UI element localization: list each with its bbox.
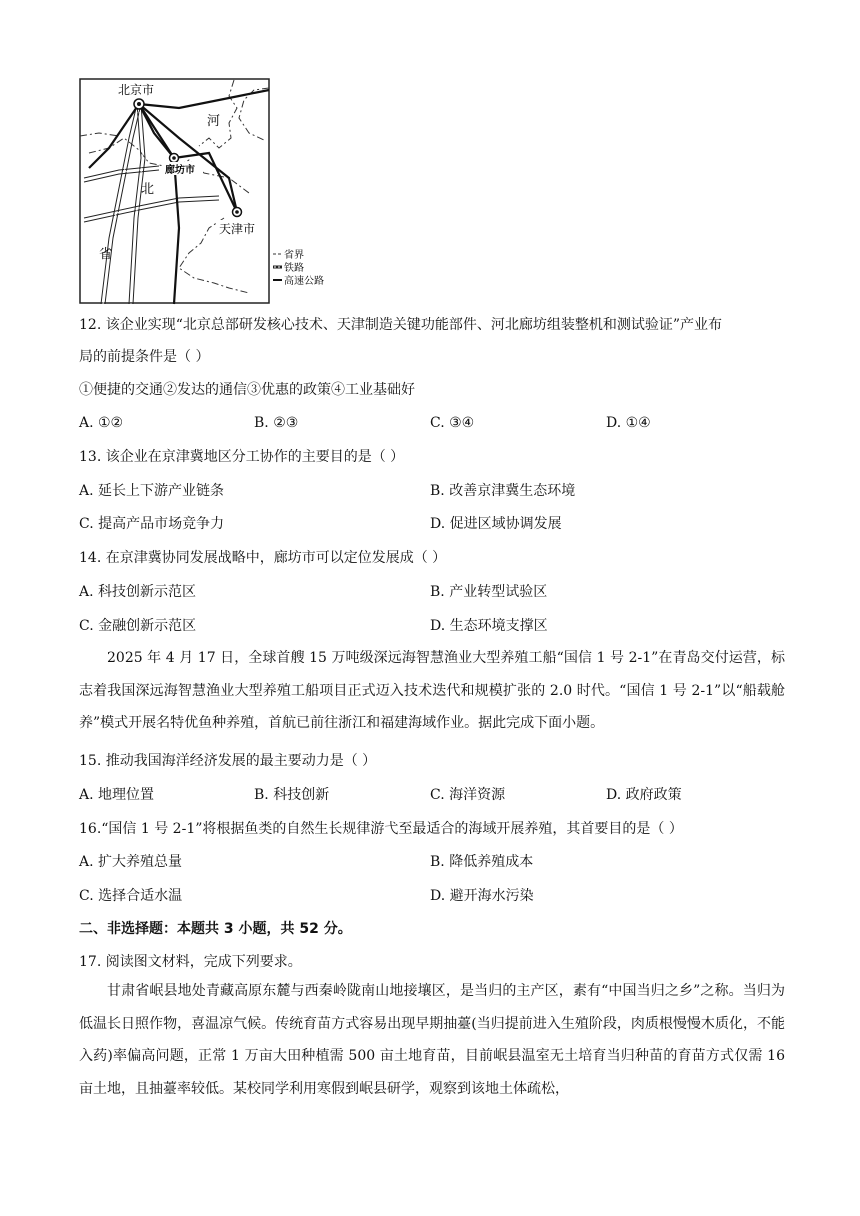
sheng-label: 省 — [99, 247, 113, 262]
q12-option-a[interactable]: A. ①② — [79, 415, 124, 431]
tianjin-label: 天津市 — [219, 222, 256, 236]
map-frame — [80, 79, 269, 303]
q13-stem: 13. 该企业在京津冀地区分工协作的主要目的是（ ） — [79, 449, 405, 465]
q13-option-c[interactable]: C. 提高产品市场竞争力 — [79, 516, 225, 532]
q16-option-d[interactable]: D. 避开海水污染 — [430, 888, 534, 904]
q12-option-c[interactable]: C. ③④ — [430, 415, 475, 431]
bei-label: 北 — [141, 182, 155, 197]
q16-option-b[interactable]: B. 降低养殖成本 — [430, 854, 534, 870]
langfang-label: 廊坊市 — [165, 165, 195, 176]
region-map — [79, 78, 334, 305]
q13-option-b[interactable]: B. 改善京津冀生态环境 — [430, 483, 576, 499]
legend-highway-label: 高速公路 — [284, 276, 324, 287]
he-label: 河 — [207, 114, 221, 129]
q17-passage: 甘肃省岷县地处青藏高原东麓与西秦岭陇南山地接壤区，是当归的主产区，素有“中国当归之乡”之称。当归为低温长日照作物，喜温凉气候。传统育苗方式容易出现早期抽薹(当归提前进入生殖阶段，肉质根慢慢木质化，不能入药)率偏高问题，正常 1 万亩大田种植需 500 亩土地育苗，目前岷县温室无土培育当归种苗的育苗方式仅需 16 亩土地，且抽薹率较低。某校同学利用寒假到岷县研学，观察到该地土体疏松， — [79, 983, 785, 1097]
q12-stem-line2: 局的前提条件是（ ） — [79, 349, 210, 365]
q13-option-a[interactable]: A. 延长上下游产业链条 — [79, 483, 225, 499]
q16-option-a[interactable]: A. 扩大养殖总量 — [79, 854, 183, 870]
q14-option-d[interactable]: D. 生态环境支撑区 — [430, 618, 548, 634]
legend-boundary-label: 省界 — [284, 250, 304, 261]
map-legend — [273, 248, 324, 287]
q15-stem: 15. 推动我国海洋经济发展的最主要动力是（ ） — [79, 753, 377, 769]
q12-option-b[interactable]: B. ②③ — [254, 415, 299, 431]
q14-option-c[interactable]: C. 金融创新示范区 — [79, 618, 197, 634]
q15-option-b[interactable]: B. 科技创新 — [254, 787, 330, 803]
q14-option-b[interactable]: B. 产业转型试验区 — [430, 584, 548, 600]
passage-guoxin: 2025 年 4 月 17 日，全球首艘 15 万吨级深远海智慧渔业大型养殖工船“国信 1 号 2-1”在青岛交付运营，标志着我国深远海智慧渔业大型养殖工船项目正式迈入技术迭代和规模扩张的 2.0 时代。“国信 1 号 2-1”以“船载舱养”模式开展名特优鱼种养殖，首航已前往浙江和福建海域作业。据此完成下面小题。 — [79, 650, 785, 731]
beijing-label: 北京市 — [118, 83, 155, 97]
q15-option-c[interactable]: C. 海洋资源 — [430, 787, 506, 803]
section-heading: 二、非选择题：本题共 3 小题，共 52 分。 — [79, 921, 352, 937]
q13-option-d[interactable]: D. 促进区域协调发展 — [430, 516, 562, 532]
q14-option-a[interactable]: A. 科技创新示范区 — [79, 584, 197, 600]
q16-option-c[interactable]: C. 选择合适水温 — [79, 888, 183, 904]
q12-option-d[interactable]: D. ①④ — [606, 415, 651, 431]
legend-railway-label: 铁路 — [284, 263, 304, 274]
q15-option-a[interactable]: A. 地理位置 — [79, 787, 155, 803]
q12-stem-line1: 12. 该企业实现“北京总部研发核心技术、天津制造关键功能部件、河北廊坊组装整机和测试验证”产业布 — [79, 317, 723, 333]
q14-stem: 14. 在京津冀协同发展战略中，廊坊市可以定位发展成（ ） — [79, 550, 447, 566]
q12-items: ①便捷的交通②发达的通信③优惠的政策④工业基础好 — [79, 382, 415, 398]
q16-stem: 16.“国信 1 号 2-1”将根据鱼类的自然生长规律游弋至最适合的海域开展养殖，其首要目的是（ ） — [79, 821, 683, 837]
q17-stem: 17. 阅读图文材料，完成下列要求。 — [79, 954, 302, 970]
q15-option-d[interactable]: D. 政府政策 — [606, 787, 682, 803]
